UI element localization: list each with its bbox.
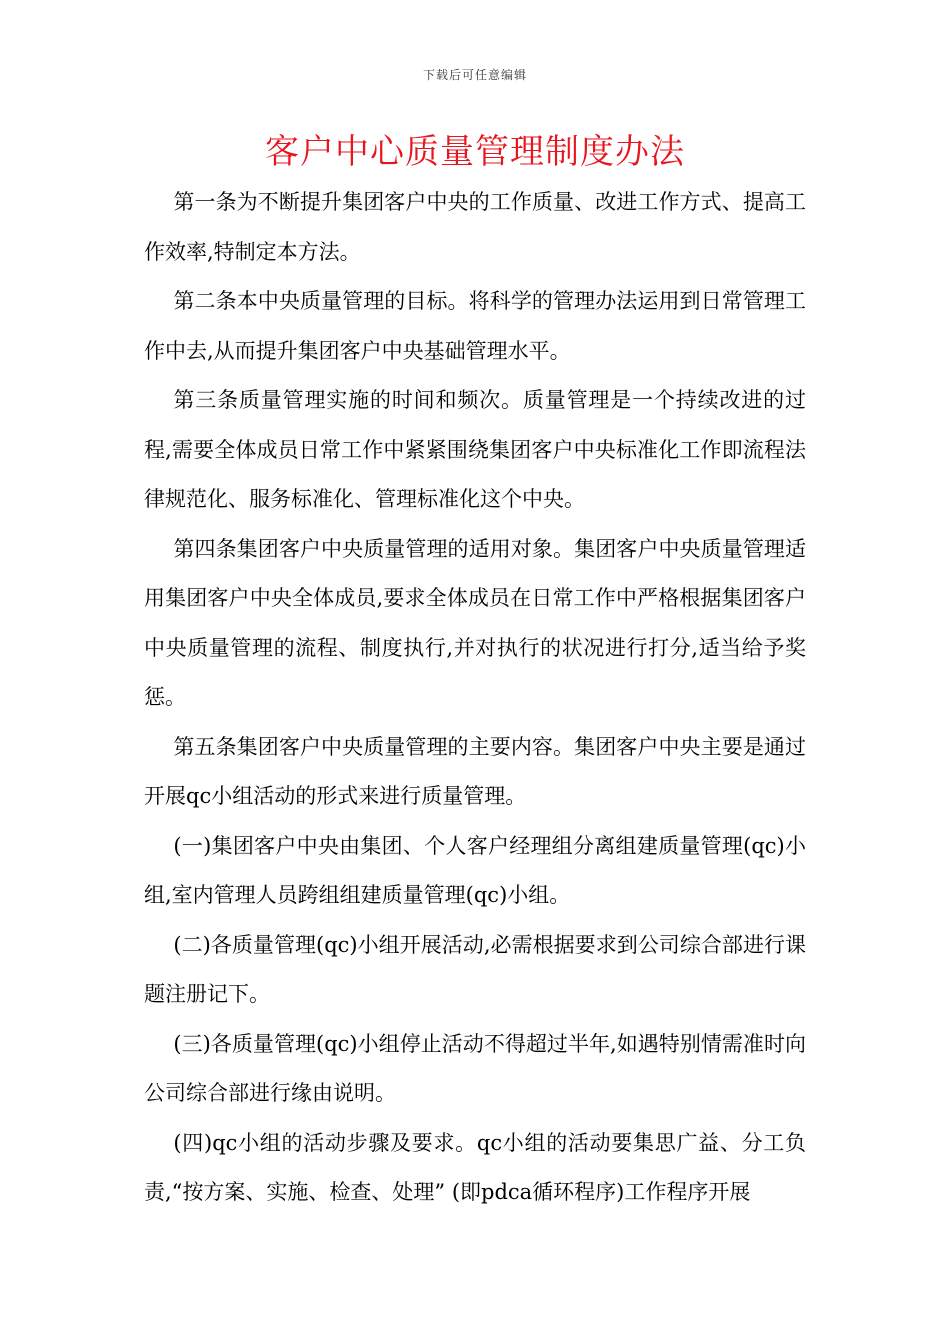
article-3-paragraph: 第三条质量管理实施的时间和频次。质量管理是一个持续改进的过程,需要全体成员日常工作中紧紧围绕集团客户中央标准化工作即流程法律规范化、服务标准化、管理标准化这个中央。 xyxy=(144,388,806,511)
clause-4-paragraph: (四)qc小组的活动步骤及要求。qc小组的活动要集思广益、分工负责,“按方案、实施、检查、处理” (即pdca循环程序)工作程序开展 xyxy=(144,1130,806,1204)
article-1-paragraph: 第一条为不断提升集团客户中央的工作质量、改进工作方式、提高工作效率,特制定本方法。 xyxy=(144,190,806,264)
header-note: 下载后可任意编辑 xyxy=(422,68,527,82)
article-4-paragraph: 第四条集团客户中央质量管理的适用对象。集团客户中央质量管理适用集团客户中央全体成员,要求全体成员在日常工作中严格根据集团客户中央质量管理的流程、制度执行,并对执行的状况进行打分,适当给予奖惩。 xyxy=(144,536,806,709)
document-title: 客户中心质量管理制度办法 xyxy=(265,132,685,172)
clause-2-paragraph: (二)各质量管理(qc)小组开展活动,必需根据要求到公司综合部进行课题注册记下。 xyxy=(144,932,806,1006)
document-body xyxy=(144,178,806,1218)
article-5-paragraph: 第五条集团客户中央质量管理的主要内容。集团客户中央主要是通过开展qc小组活动的形式来进行质量管理。 xyxy=(144,734,806,808)
article-2-paragraph: 第二条本中央质量管理的目标。将科学的管理办法运用到日常管理工作中去,从而提升集团客户中央基础管理水平。 xyxy=(144,289,806,363)
clause-3-paragraph: (三)各质量管理(qc)小组停止活动不得超过半年,如遇特别情需准时向公司综合部进行缘由说明。 xyxy=(144,1031,806,1105)
clause-1-paragraph: (一)集团客户中央由集团、个人客户经理组分离组建质量管理(qc)小组,室内管理人员跨组组建质量管理(qc)小组。 xyxy=(144,833,806,907)
